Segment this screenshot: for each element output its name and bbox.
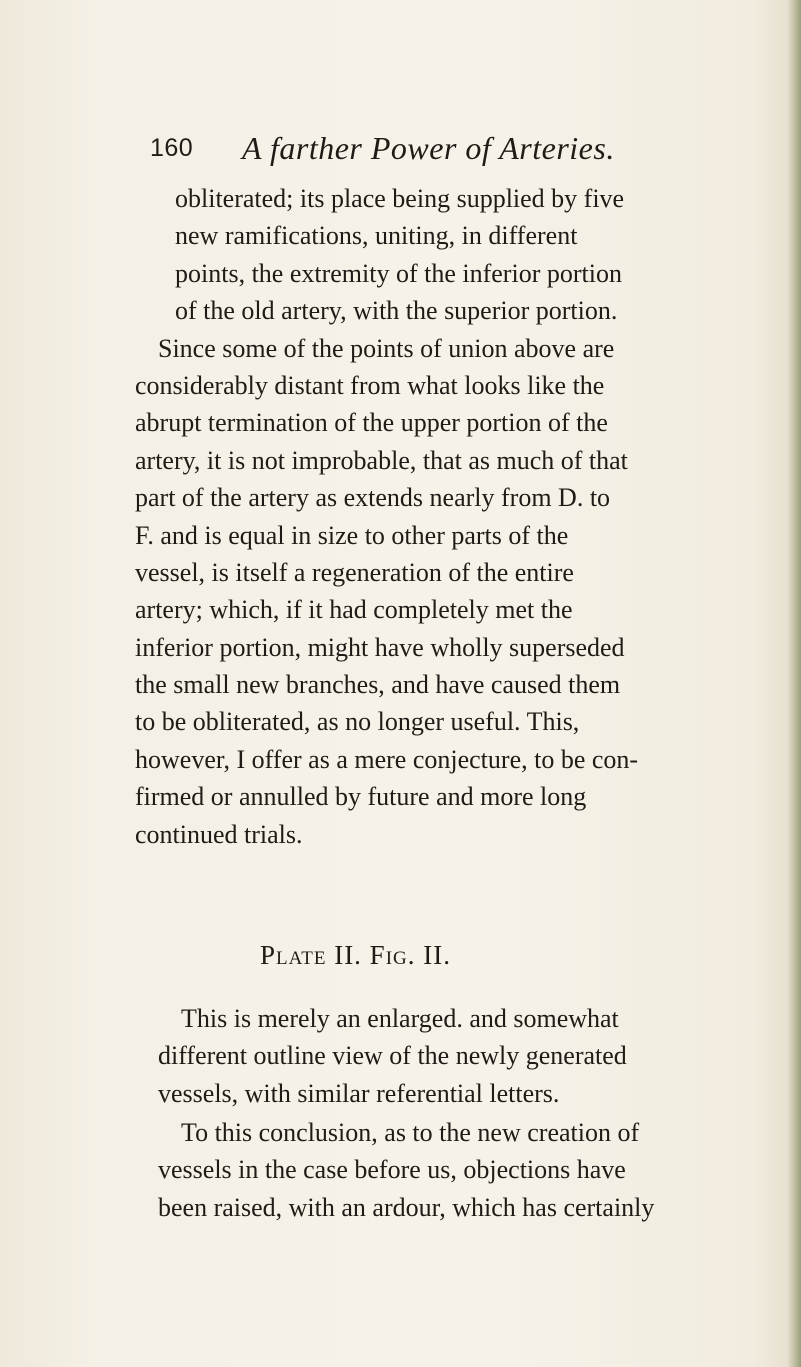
paragraph-3 — [158, 1114, 713, 1226]
text-line: vessels, with similar referential letters. — [158, 1078, 560, 1108]
text-line: abrupt termination of the upper portion of the — [135, 408, 608, 438]
page-edge — [787, 0, 801, 1367]
text-line: of the old artery, with the superior portion. — [175, 296, 618, 326]
text-line: obliterated; its place being supplied by five — [175, 184, 625, 213]
page-number: 160 — [150, 134, 194, 162]
text-line: Since some of the points of union above are — [158, 333, 615, 363]
text-line: artery; which, if it had completely met the — [135, 595, 573, 625]
text-line: vessels in the case before us, objections have — [158, 1155, 626, 1185]
text-line: continued trials. — [135, 819, 303, 849]
running-head-title: A farther Power of Arteries. — [242, 130, 615, 166]
text-line: different outline view of the newly generated — [158, 1041, 627, 1071]
text-line: This is merely an enlarged. and somewhat — [181, 1004, 619, 1033]
text-line: F. and is equal in size to other parts of the — [135, 520, 569, 550]
text-line: part of the artery as extends nearly from D. to — [135, 483, 611, 513]
paragraph-2 — [158, 1000, 713, 1112]
text-line: vessel, is itself a regeneration of the entire — [135, 557, 574, 587]
text-line: to be obliterated, as no longer useful. This, — [135, 707, 580, 737]
text-line: inferior portion, might have wholly superseded — [135, 632, 625, 662]
text-line: however, I offer as a mere conjecture, to be con- — [135, 744, 639, 774]
text-line: been raised, with an ardour, which has certainly — [158, 1192, 655, 1222]
text-line: To this conclusion, as to the new creation of — [181, 1118, 640, 1147]
paragraph-1 — [135, 180, 730, 853]
plate-heading: Plate II. Fig. II. — [260, 940, 451, 970]
running-head — [150, 122, 710, 172]
text-line: points, the extremity of the inferior portion — [175, 258, 622, 288]
text-line: considerably distant from what looks like the — [135, 370, 605, 400]
text-line: the small new branches, and have caused them — [135, 670, 621, 700]
text-line: firmed or annulled by future and more long — [135, 782, 587, 812]
text-line: artery, it is not improbable, that as much of that — [135, 445, 628, 475]
text-line: new ramifications, uniting, in different — [175, 221, 578, 251]
